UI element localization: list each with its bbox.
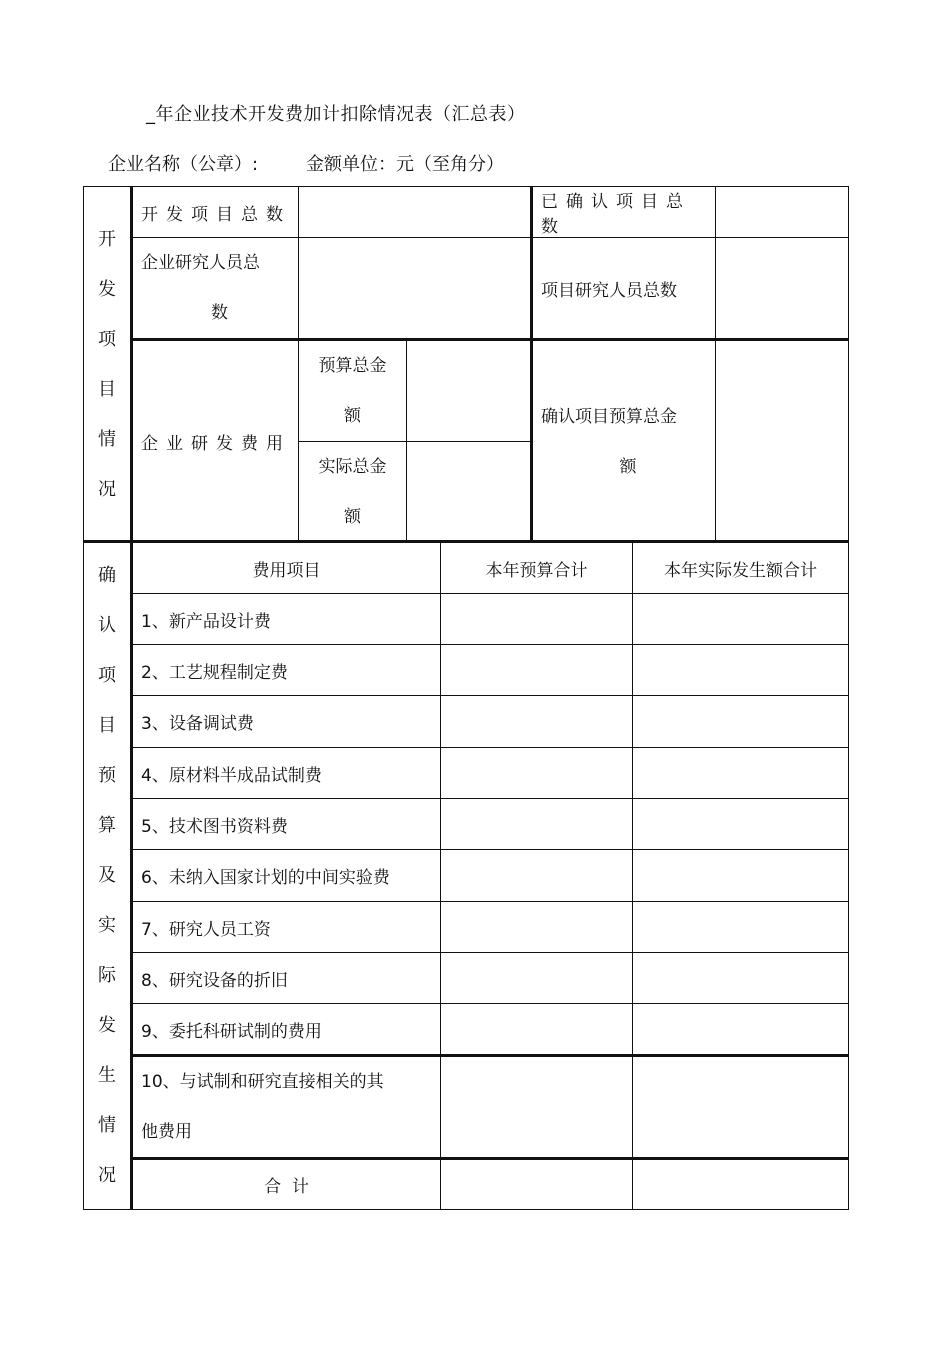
section1-side-label: 开 发 项 目 情 况 [84, 187, 132, 543]
actual-cell[interactable] [633, 953, 849, 1004]
column-header-actual: 本年实际发生额合计 [633, 542, 849, 594]
budget-cell[interactable] [441, 696, 633, 748]
budget-cell[interactable] [441, 1056, 633, 1159]
budget-total-label: 预算总金 额 [299, 340, 407, 442]
project-staff-total-label: 项目研究人员总数 [532, 238, 716, 340]
budget-cell[interactable] [441, 748, 633, 799]
page-title: _年企业技术开发费加计扣除情况表（汇总表） [146, 104, 526, 125]
actual-cell[interactable] [633, 799, 849, 850]
total-row [84, 1159, 849, 1210]
row-label: 9、委托科研试制的费用 [132, 1004, 441, 1056]
budget-cell[interactable] [441, 953, 633, 1004]
company-name-label: 企业名称（公章）: [108, 154, 259, 175]
row-label: 6、未纳入国家计划的中间实验费 [132, 850, 441, 902]
row-label: 10、与试制和研究直接相关的其 他费用 [132, 1056, 441, 1159]
budget-actual-table [83, 540, 849, 1210]
actual-total-value[interactable] [407, 442, 532, 543]
confirmed-budget-label: 确认项目预算总金 额 [532, 340, 716, 543]
row-label: 7、研究人员工资 [132, 902, 441, 953]
table-row [84, 1004, 849, 1056]
actual-cell[interactable] [633, 850, 849, 902]
dev-project-total-label: 开发项目总数 [132, 187, 299, 238]
dev-project-total-value[interactable] [299, 187, 532, 238]
budget-cell[interactable] [441, 850, 633, 902]
budget-total-value[interactable] [407, 340, 532, 442]
budget-cell[interactable] [441, 902, 633, 953]
actual-cell[interactable] [633, 1056, 849, 1159]
actual-cell[interactable] [633, 696, 849, 748]
rd-cost-label: 企业研发费用 [132, 340, 299, 543]
total-budget-cell[interactable] [441, 1159, 633, 1210]
table-row [84, 902, 849, 953]
table-row [84, 748, 849, 799]
table-row [84, 696, 849, 748]
actual-cell[interactable] [633, 1004, 849, 1056]
budget-cell[interactable] [441, 645, 633, 696]
table-row [84, 594, 849, 645]
table-row [84, 953, 849, 1004]
column-header-item: 费用项目 [132, 542, 441, 594]
actual-cell[interactable] [633, 645, 849, 696]
budget-cell[interactable] [441, 594, 633, 645]
row-label: 8、研究设备的折旧 [132, 953, 441, 1004]
project-staff-total-value[interactable] [716, 238, 849, 340]
actual-cell[interactable] [633, 748, 849, 799]
row-label: 1、新产品设计费 [132, 594, 441, 645]
staff-total-label: 企业研究人员总 数 [132, 238, 299, 340]
actual-total-label: 实际总金 额 [299, 442, 407, 543]
row-label: 4、原材料半成品试制费 [132, 748, 441, 799]
table-row [84, 799, 849, 850]
total-actual-cell[interactable] [633, 1159, 849, 1210]
confirmed-project-total-label: 已确认项目总数 [532, 187, 716, 238]
table-row [84, 850, 849, 902]
table-row [84, 1056, 849, 1159]
confirmed-budget-value[interactable] [716, 340, 849, 543]
row-label: 3、设备调试费 [132, 696, 441, 748]
row-label: 5、技术图书资料费 [132, 799, 441, 850]
staff-total-value[interactable] [299, 238, 532, 340]
budget-cell[interactable] [441, 799, 633, 850]
budget-cell[interactable] [441, 1004, 633, 1056]
column-header-budget: 本年预算合计 [441, 542, 633, 594]
dev-project-table [83, 186, 849, 543]
actual-cell[interactable] [633, 902, 849, 953]
actual-cell[interactable] [633, 594, 849, 645]
table-row [84, 645, 849, 696]
amount-unit-label: 金额单位：元（至角分） [306, 154, 504, 175]
section2-side-label: 确 认 项 目 预 算 及 实 际 发 生 情 况 [84, 542, 132, 1210]
confirmed-project-total-value[interactable] [716, 187, 849, 238]
total-label: 合 计 [132, 1159, 441, 1210]
row-label: 2、工艺规程制定费 [132, 645, 441, 696]
